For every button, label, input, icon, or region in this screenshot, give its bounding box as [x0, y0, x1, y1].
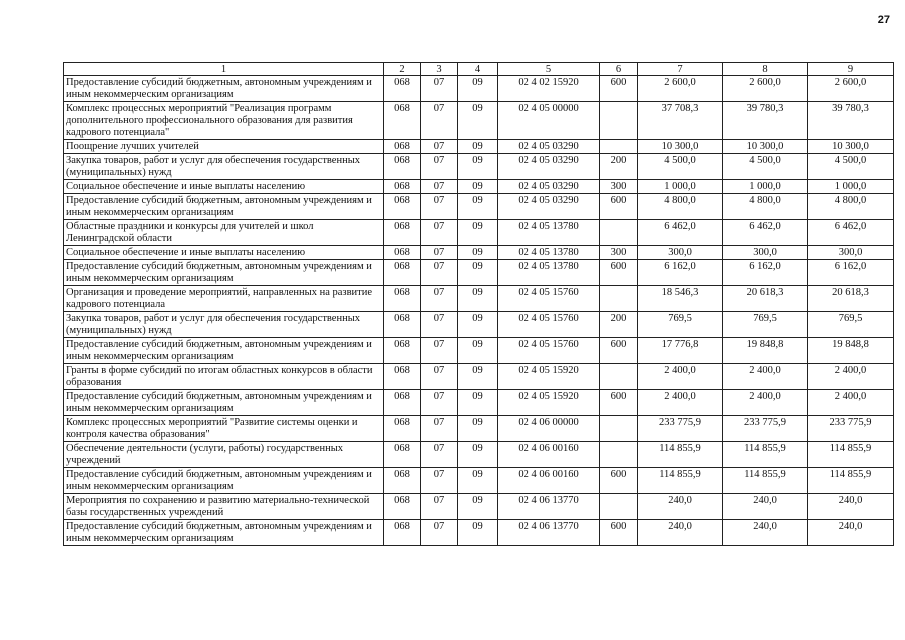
subsection-cell: 09 — [458, 442, 498, 468]
ved-cell: 068 — [384, 286, 421, 312]
target-cell: 02 4 05 13780 — [498, 246, 600, 260]
section-cell: 07 — [421, 180, 458, 194]
header-cell-9: 9 — [808, 63, 894, 76]
year2-cell: 1 000,0 — [723, 180, 808, 194]
header-cell-5: 5 — [498, 63, 600, 76]
target-cell: 02 4 05 03290 — [498, 180, 600, 194]
ved-cell: 068 — [384, 102, 421, 140]
year1-cell: 114 855,9 — [638, 442, 723, 468]
year2-cell: 2 400,0 — [723, 364, 808, 390]
header-cell-4: 4 — [458, 63, 498, 76]
section-cell: 07 — [421, 494, 458, 520]
year2-cell: 4 500,0 — [723, 154, 808, 180]
ved-cell: 068 — [384, 76, 421, 102]
name-cell: Социальное обеспечение и иные выплаты населению — [64, 246, 384, 260]
name-cell: Предоставление субсидий бюджетным, автономным учреждениям и иным некоммерческим организациям — [64, 194, 384, 220]
subsection-cell: 09 — [458, 338, 498, 364]
type-cell — [600, 140, 638, 154]
year1-cell: 233 775,9 — [638, 416, 723, 442]
table-row — [64, 390, 894, 416]
target-cell: 02 4 05 03290 — [498, 140, 600, 154]
year3-cell: 10 300,0 — [808, 140, 894, 154]
year2-cell: 240,0 — [723, 494, 808, 520]
year3-cell: 1 000,0 — [808, 180, 894, 194]
type-cell — [600, 442, 638, 468]
table-row — [64, 102, 894, 140]
table-header-row — [64, 63, 894, 76]
type-cell: 200 — [600, 154, 638, 180]
table-row — [64, 140, 894, 154]
year2-cell: 4 800,0 — [723, 194, 808, 220]
year3-cell: 19 848,8 — [808, 338, 894, 364]
target-cell: 02 4 02 15920 — [498, 76, 600, 102]
subsection-cell: 09 — [458, 140, 498, 154]
year2-cell: 233 775,9 — [723, 416, 808, 442]
ved-cell: 068 — [384, 180, 421, 194]
year3-cell: 39 780,3 — [808, 102, 894, 140]
year3-cell: 240,0 — [808, 520, 894, 546]
year3-cell: 300,0 — [808, 246, 894, 260]
table-row — [64, 194, 894, 220]
section-cell: 07 — [421, 520, 458, 546]
section-cell: 07 — [421, 416, 458, 442]
year1-cell: 6 162,0 — [638, 260, 723, 286]
subsection-cell: 09 — [458, 194, 498, 220]
year3-cell: 20 618,3 — [808, 286, 894, 312]
year1-cell: 114 855,9 — [638, 468, 723, 494]
name-cell: Предоставление субсидий бюджетным, автономным учреждениям и иным некоммерческим организациям — [64, 76, 384, 102]
budget-table — [63, 62, 894, 546]
year3-cell: 4 500,0 — [808, 154, 894, 180]
target-cell: 02 4 05 15760 — [498, 286, 600, 312]
year1-cell: 4 800,0 — [638, 194, 723, 220]
year1-cell: 2 400,0 — [638, 390, 723, 416]
table-row — [64, 520, 894, 546]
target-cell: 02 4 05 13780 — [498, 260, 600, 286]
target-cell: 02 4 06 13770 — [498, 494, 600, 520]
section-cell: 07 — [421, 260, 458, 286]
year1-cell: 37 708,3 — [638, 102, 723, 140]
table-row — [64, 220, 894, 246]
year2-cell: 240,0 — [723, 520, 808, 546]
type-cell — [600, 286, 638, 312]
table-row — [64, 154, 894, 180]
table-row — [64, 442, 894, 468]
section-cell: 07 — [421, 76, 458, 102]
year2-cell: 6 462,0 — [723, 220, 808, 246]
target-cell: 02 4 06 00160 — [498, 468, 600, 494]
year1-cell: 2 400,0 — [638, 364, 723, 390]
type-cell: 600 — [600, 194, 638, 220]
name-cell: Мероприятия по сохранению и развитию материально-технической базы государственных учреждений — [64, 494, 384, 520]
ved-cell: 068 — [384, 140, 421, 154]
ved-cell: 068 — [384, 220, 421, 246]
type-cell — [600, 416, 638, 442]
type-cell: 200 — [600, 312, 638, 338]
year1-cell: 769,5 — [638, 312, 723, 338]
table-body — [64, 63, 894, 546]
name-cell: Предоставление субсидий бюджетным, автономным учреждениям и иным некоммерческим организациям — [64, 468, 384, 494]
year3-cell: 2 400,0 — [808, 390, 894, 416]
name-cell: Обеспечение деятельности (услуги, работы) государственных учреждений — [64, 442, 384, 468]
ved-cell: 068 — [384, 442, 421, 468]
year2-cell: 769,5 — [723, 312, 808, 338]
name-cell: Гранты в форме субсидий по итогам областных конкурсов в области образования — [64, 364, 384, 390]
type-cell: 600 — [600, 260, 638, 286]
ved-cell: 068 — [384, 194, 421, 220]
year3-cell: 6 462,0 — [808, 220, 894, 246]
target-cell: 02 4 06 13770 — [498, 520, 600, 546]
subsection-cell: 09 — [458, 102, 498, 140]
subsection-cell: 09 — [458, 246, 498, 260]
type-cell: 600 — [600, 390, 638, 416]
type-cell — [600, 220, 638, 246]
table-row — [64, 246, 894, 260]
type-cell: 600 — [600, 520, 638, 546]
type-cell: 300 — [600, 246, 638, 260]
year2-cell: 20 618,3 — [723, 286, 808, 312]
year1-cell: 17 776,8 — [638, 338, 723, 364]
table-row — [64, 180, 894, 194]
section-cell: 07 — [421, 364, 458, 390]
target-cell: 02 4 05 15760 — [498, 338, 600, 364]
year1-cell: 1 000,0 — [638, 180, 723, 194]
ved-cell: 068 — [384, 246, 421, 260]
subsection-cell: 09 — [458, 520, 498, 546]
year1-cell: 240,0 — [638, 520, 723, 546]
year3-cell: 4 800,0 — [808, 194, 894, 220]
section-cell: 07 — [421, 442, 458, 468]
name-cell: Комплекс процессных мероприятий "Реализация программ дополнительного профессионального образования для развития кадрового потенциала" — [64, 102, 384, 140]
year3-cell: 2 400,0 — [808, 364, 894, 390]
target-cell: 02 4 05 15920 — [498, 364, 600, 390]
subsection-cell: 09 — [458, 312, 498, 338]
year2-cell: 114 855,9 — [723, 468, 808, 494]
ved-cell: 068 — [384, 494, 421, 520]
subsection-cell: 09 — [458, 286, 498, 312]
ved-cell: 068 — [384, 390, 421, 416]
header-cell-6: 6 — [600, 63, 638, 76]
name-cell: Предоставление субсидий бюджетным, автономным учреждениям и иным некоммерческим организациям — [64, 260, 384, 286]
target-cell: 02 4 05 13780 — [498, 220, 600, 246]
header-cell-8: 8 — [723, 63, 808, 76]
subsection-cell: 09 — [458, 180, 498, 194]
target-cell: 02 4 05 15920 — [498, 390, 600, 416]
year2-cell: 39 780,3 — [723, 102, 808, 140]
ved-cell: 068 — [384, 260, 421, 286]
table-row — [64, 312, 894, 338]
name-cell: Предоставление субсидий бюджетным, автономным учреждениям и иным некоммерческим организациям — [64, 338, 384, 364]
name-cell: Предоставление субсидий бюджетным, автономным учреждениям и иным некоммерческим организациям — [64, 390, 384, 416]
target-cell: 02 4 05 00000 — [498, 102, 600, 140]
table-row — [64, 416, 894, 442]
subsection-cell: 09 — [458, 494, 498, 520]
name-cell: Комплекс процессных мероприятий "Развитие системы оценки и контроля качества образования" — [64, 416, 384, 442]
year2-cell: 2 600,0 — [723, 76, 808, 102]
year1-cell: 2 600,0 — [638, 76, 723, 102]
year1-cell: 300,0 — [638, 246, 723, 260]
subsection-cell: 09 — [458, 260, 498, 286]
year3-cell: 114 855,9 — [808, 468, 894, 494]
year3-cell: 233 775,9 — [808, 416, 894, 442]
ved-cell: 068 — [384, 338, 421, 364]
table-row — [64, 364, 894, 390]
section-cell: 07 — [421, 390, 458, 416]
section-cell: 07 — [421, 140, 458, 154]
ved-cell: 068 — [384, 416, 421, 442]
year3-cell: 240,0 — [808, 494, 894, 520]
name-cell: Областные праздники и конкурсы для учителей и школ Ленинградской области — [64, 220, 384, 246]
year2-cell: 300,0 — [723, 246, 808, 260]
year2-cell: 114 855,9 — [723, 442, 808, 468]
table-row — [64, 76, 894, 102]
year2-cell: 2 400,0 — [723, 390, 808, 416]
header-cell-3: 3 — [421, 63, 458, 76]
name-cell: Поощрение лучших учителей — [64, 140, 384, 154]
section-cell: 07 — [421, 286, 458, 312]
table-row — [64, 260, 894, 286]
type-cell: 600 — [600, 76, 638, 102]
year1-cell: 4 500,0 — [638, 154, 723, 180]
target-cell: 02 4 05 03290 — [498, 154, 600, 180]
table-row — [64, 468, 894, 494]
type-cell: 600 — [600, 468, 638, 494]
type-cell: 600 — [600, 338, 638, 364]
year1-cell: 240,0 — [638, 494, 723, 520]
table-row — [64, 338, 894, 364]
subsection-cell: 09 — [458, 390, 498, 416]
subsection-cell: 09 — [458, 416, 498, 442]
target-cell: 02 4 06 00160 — [498, 442, 600, 468]
year3-cell: 769,5 — [808, 312, 894, 338]
section-cell: 07 — [421, 102, 458, 140]
subsection-cell: 09 — [458, 154, 498, 180]
section-cell: 07 — [421, 468, 458, 494]
section-cell: 07 — [421, 338, 458, 364]
year2-cell: 19 848,8 — [723, 338, 808, 364]
subsection-cell: 09 — [458, 220, 498, 246]
section-cell: 07 — [421, 312, 458, 338]
year1-cell: 6 462,0 — [638, 220, 723, 246]
target-cell: 02 4 05 15760 — [498, 312, 600, 338]
name-cell: Предоставление субсидий бюджетным, автономным учреждениям и иным некоммерческим организациям — [64, 520, 384, 546]
type-cell — [600, 102, 638, 140]
year2-cell: 10 300,0 — [723, 140, 808, 154]
header-cell-1: 1 — [64, 63, 384, 76]
ved-cell: 068 — [384, 154, 421, 180]
ved-cell: 068 — [384, 312, 421, 338]
ved-cell: 068 — [384, 520, 421, 546]
name-cell: Закупка товаров, работ и услуг для обеспечения государственных (муниципальных) нужд — [64, 312, 384, 338]
page-number: 27 — [877, 14, 890, 26]
year1-cell: 10 300,0 — [638, 140, 723, 154]
section-cell: 07 — [421, 246, 458, 260]
target-cell: 02 4 06 00000 — [498, 416, 600, 442]
section-cell: 07 — [421, 194, 458, 220]
name-cell: Закупка товаров, работ и услуг для обеспечения государственных (муниципальных) нужд — [64, 154, 384, 180]
ved-cell: 068 — [384, 364, 421, 390]
table-row — [64, 286, 894, 312]
year3-cell: 114 855,9 — [808, 442, 894, 468]
section-cell: 07 — [421, 154, 458, 180]
year1-cell: 18 546,3 — [638, 286, 723, 312]
year2-cell: 6 162,0 — [723, 260, 808, 286]
subsection-cell: 09 — [458, 76, 498, 102]
year3-cell: 6 162,0 — [808, 260, 894, 286]
target-cell: 02 4 05 03290 — [498, 194, 600, 220]
header-cell-7: 7 — [638, 63, 723, 76]
type-cell: 300 — [600, 180, 638, 194]
subsection-cell: 09 — [458, 364, 498, 390]
year3-cell: 2 600,0 — [808, 76, 894, 102]
type-cell — [600, 494, 638, 520]
section-cell: 07 — [421, 220, 458, 246]
type-cell — [600, 364, 638, 390]
ved-cell: 068 — [384, 468, 421, 494]
table-row — [64, 494, 894, 520]
name-cell: Организация и проведение мероприятий, направленных на развитие кадрового потенциала — [64, 286, 384, 312]
subsection-cell: 09 — [458, 468, 498, 494]
name-cell: Социальное обеспечение и иные выплаты населению — [64, 180, 384, 194]
header-cell-2: 2 — [384, 63, 421, 76]
